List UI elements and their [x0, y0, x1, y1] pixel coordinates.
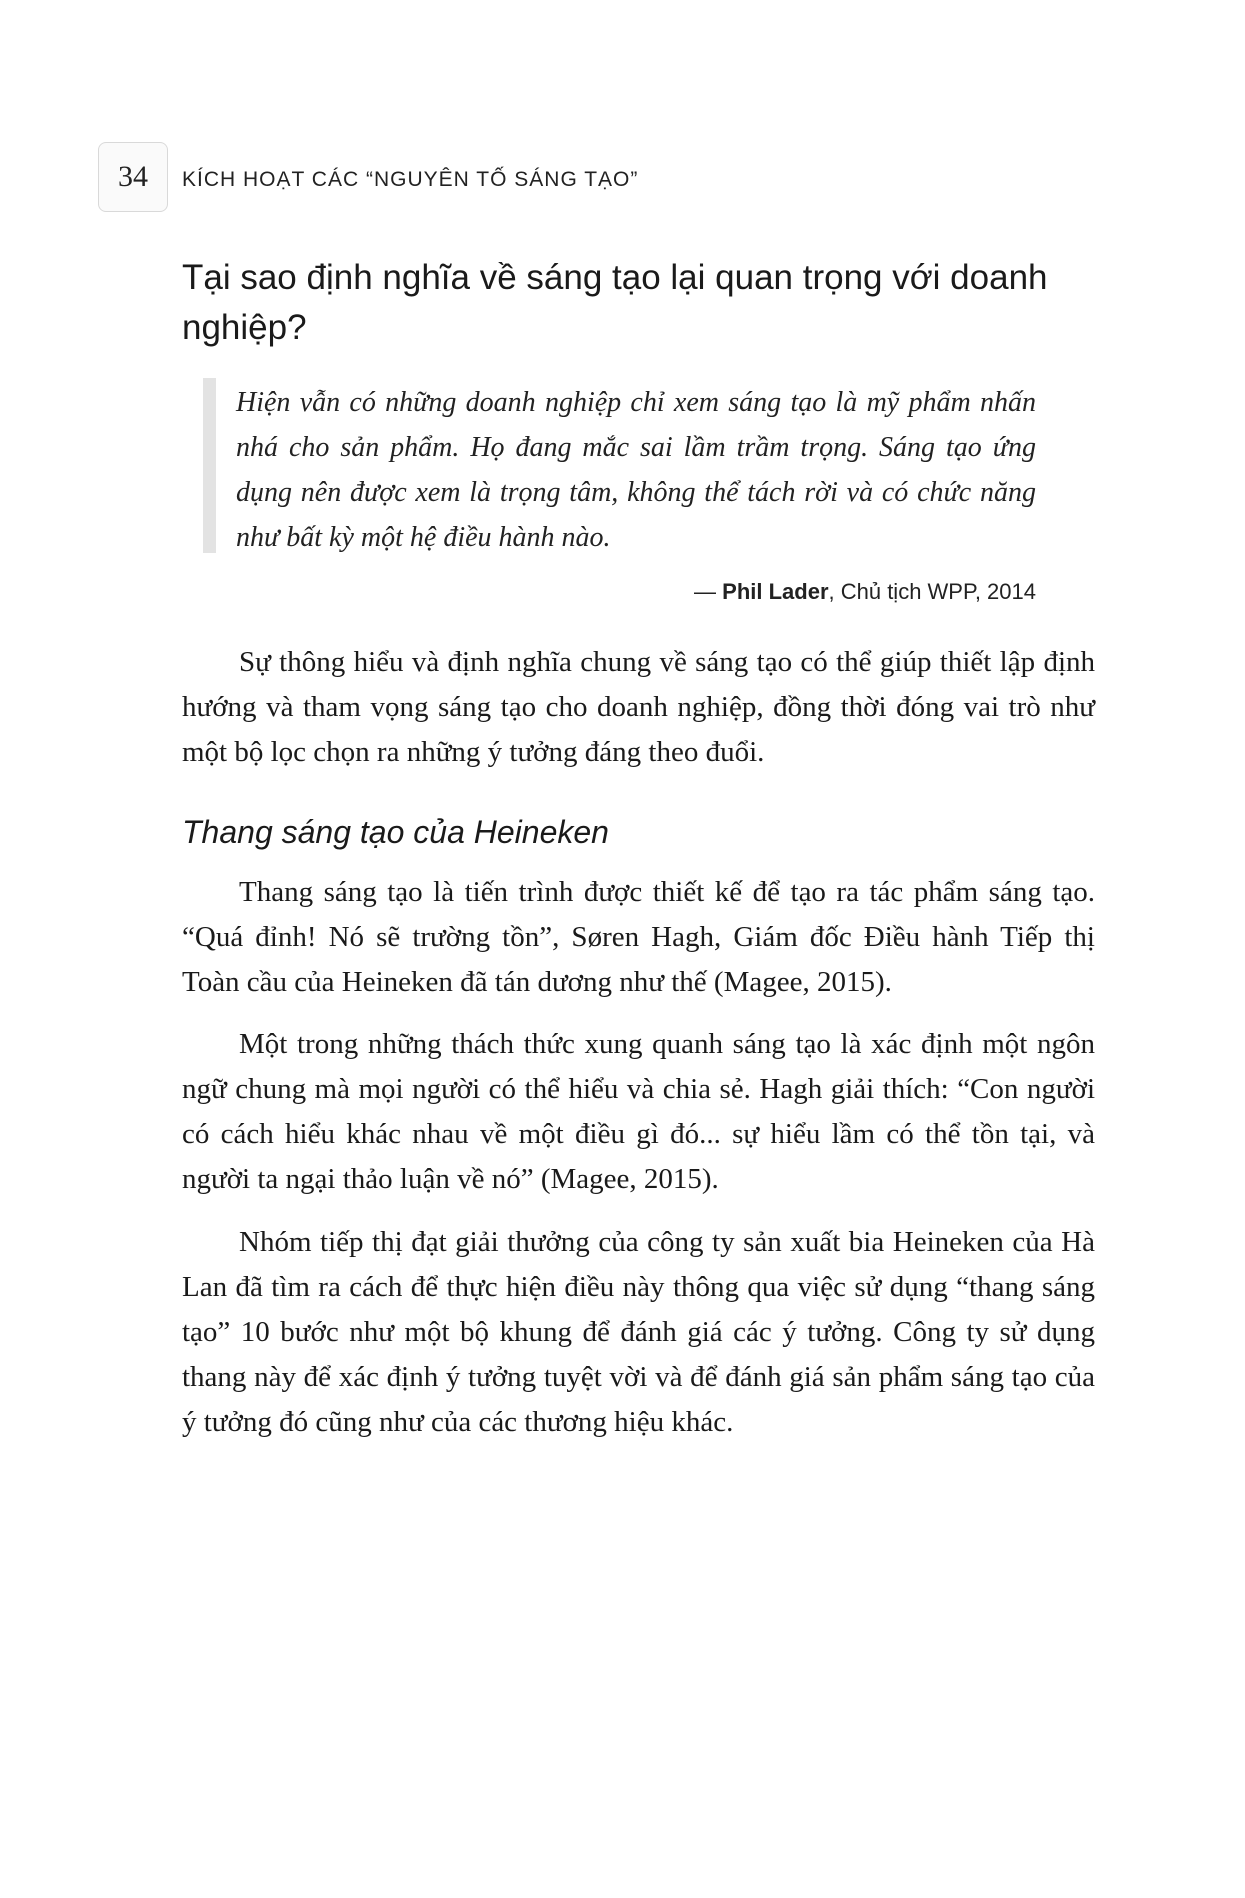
quote-bar [203, 378, 216, 553]
quote-attribution [236, 579, 1036, 605]
paragraph-4: Nhóm tiếp thị đạt giải thưởng của công ty sản xuất bia Heineken của Hà Lan đã tìm ra cách để thực hiện điều này thông qua việc sử dụng “thang sáng tạo” 10 bước như một bộ khung để đánh giá các ý tưởng. Công ty sử dụng thang này để xác định ý tưởng tuyệt vời và để đánh giá sản phẩm sáng tạo của ý tưởng đó cũng như của các thương hiệu khác. [182, 1226, 1095, 1438]
epigraph-quote: Hiện vẫn có những doanh nghiệp chỉ xem sáng tạo là mỹ phẩm nhấn nhá cho sản phẩm. Họ đang mắc sai lầm trầm trọng. Sáng tạo ứng dụng nên được xem là trọng tâm, không thể tách rời và có chức năng như bất kỳ một hệ điều hành nào. [236, 387, 1036, 553]
page-number: 34 [98, 142, 168, 212]
running-header: KÍCH HOẠT CÁC “NGUYÊN TỐ SÁNG TẠO” [182, 168, 639, 191]
quote-author: Phil Lader [722, 579, 829, 604]
paragraph-1: Sự thông hiểu và định nghĩa chung về sáng tạo có thể giúp thiết lập định hướng và tham vọng sáng tạo cho doanh nghiệp, đồng thời đóng vai trò như một bộ lọc chọn ra những ý tưởng đáng theo đuổi. [182, 646, 1095, 768]
paragraph-2: Thang sáng tạo là tiến trình được thiết kế để tạo ra tác phẩm sáng tạo. “Quá đỉnh! Nó sẽ trường tồn”, Søren Hagh, Giám đốc Điều hành Tiếp thị Toàn cầu của Heineken đã tán dương như thế (Magee, 2015). [182, 876, 1095, 998]
quote-source: , Chủ tịch WPP, 2014 [828, 579, 1036, 604]
subsection-title: Thang sáng tạo của Heineken [182, 814, 609, 850]
attribution-dash: — [694, 579, 717, 604]
paragraph-3: Một trong những thách thức xung quanh sáng tạo là xác định một ngôn ngữ chung mà mọi người có thể hiểu và chia sẻ. Hagh giải thích: “Con người có cách hiểu khác nhau về một điều gì đó... sự hiểu lầm có thể tồn tại, và người ta ngại thảo luận về nó” (Magee, 2015). [182, 1028, 1095, 1195]
section-title: Tại sao định nghĩa về sáng tạo lại quan trọng với doanh nghiệp? [182, 258, 1048, 347]
